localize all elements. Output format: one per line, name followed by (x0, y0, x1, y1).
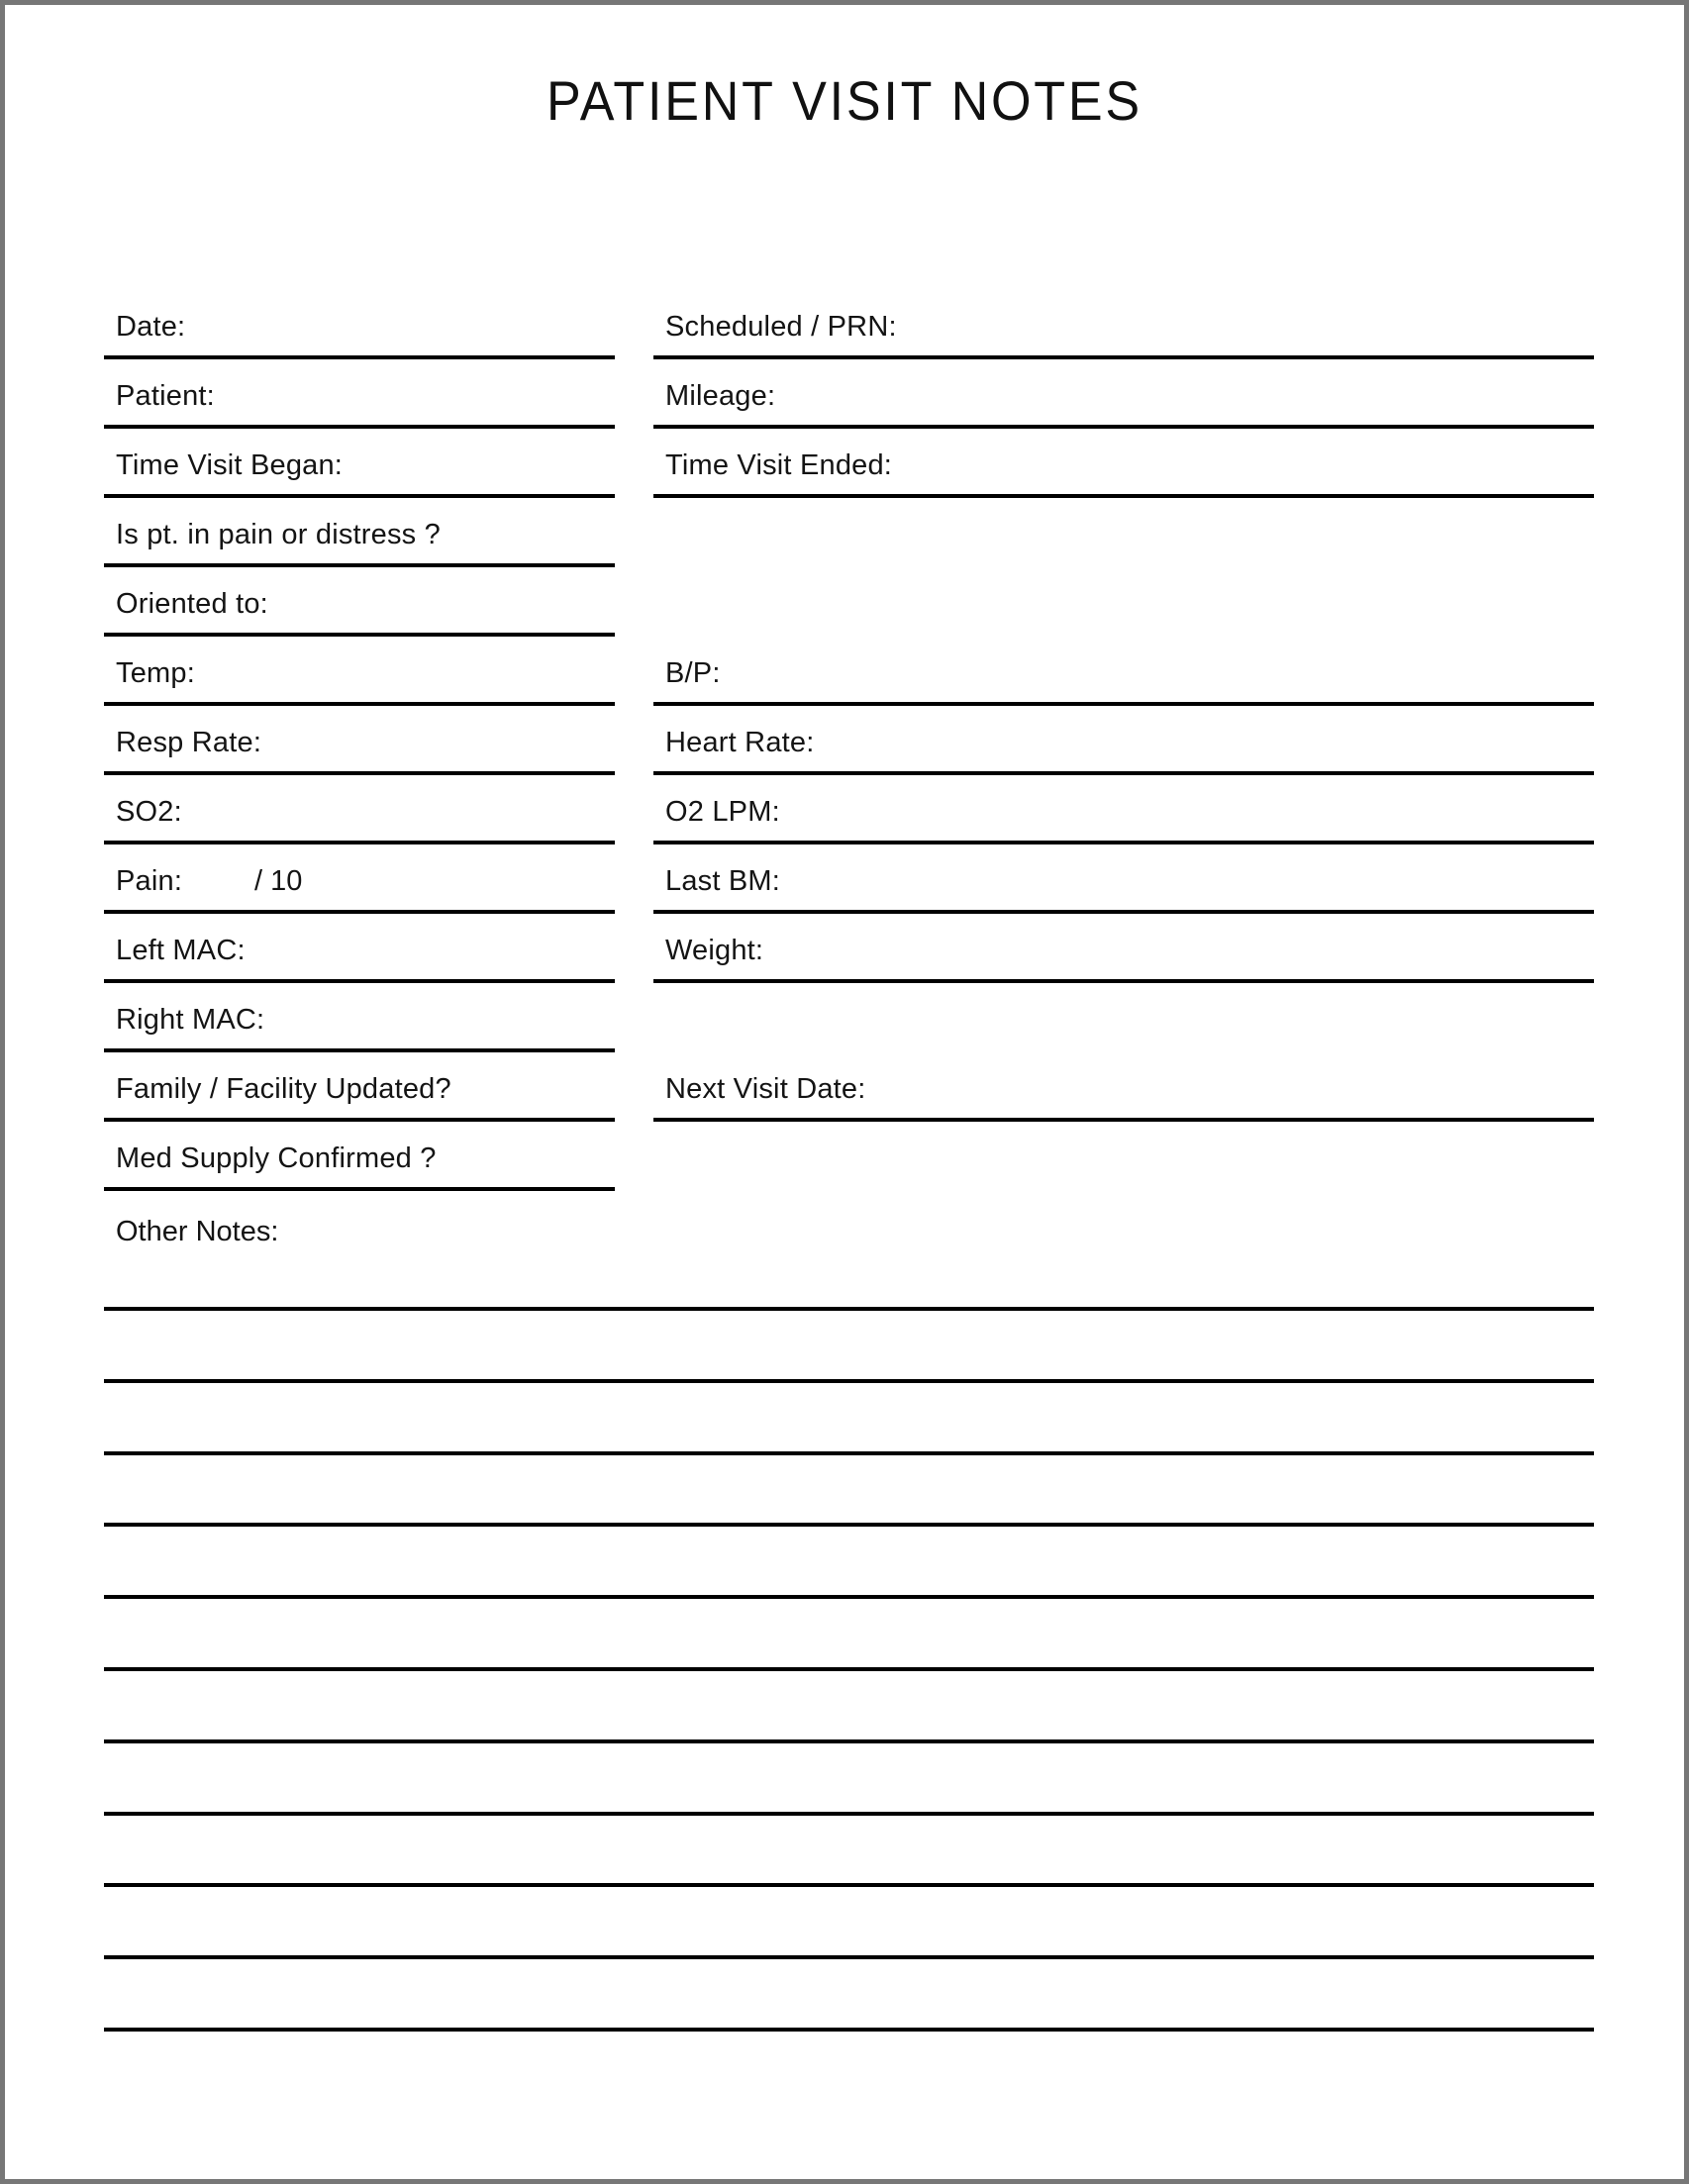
page-title: PATIENT VISIT NOTES (546, 69, 1143, 132)
field-label: Left MAC: (116, 935, 246, 966)
field-label: Heart Rate: (665, 727, 815, 758)
form-row (5, 429, 1684, 498)
other-notes-line[interactable] (104, 1812, 1594, 1816)
field-label: O2 LPM: (665, 796, 780, 828)
field-label: Mileage: (665, 380, 776, 412)
form-row (5, 1052, 1684, 1122)
field-label: Right MAC: (116, 1004, 265, 1036)
form-field-med-supply-confirmed[interactable] (104, 1122, 615, 1191)
field-label: Date: (116, 311, 186, 343)
form-field-heart-rate[interactable] (653, 706, 1594, 775)
form-field-patient[interactable] (104, 359, 615, 429)
field-label: Temp: (116, 657, 195, 689)
form-field-pain[interactable] (104, 844, 615, 914)
form-field-empty (653, 1122, 1594, 1191)
form-row (5, 1122, 1684, 1191)
other-notes-line[interactable] (104, 1307, 1594, 1311)
field-label: Pain: (116, 865, 183, 897)
form-field-is-pt-in-pain-or-distress[interactable] (104, 498, 615, 567)
form-field-family-facility-updated[interactable] (104, 1052, 615, 1122)
form-row (5, 983, 1684, 1052)
other-notes-line[interactable] (104, 1883, 1594, 1887)
form-field-empty (653, 983, 1594, 1052)
field-label: Patient: (116, 380, 215, 412)
field-label: Oriented to: (116, 588, 268, 620)
form-row (5, 914, 1684, 983)
form-field-so2[interactable] (104, 775, 615, 844)
field-label: Is pt. in pain or distress ? (116, 519, 441, 550)
form-field-temp[interactable] (104, 637, 615, 706)
form-row (5, 567, 1684, 637)
form-field-mileage[interactable] (653, 359, 1594, 429)
form-field-empty (653, 498, 1594, 567)
field-label: Weight: (665, 935, 764, 966)
other-notes-line[interactable] (104, 2028, 1594, 2032)
form-field-right-mac[interactable] (104, 983, 615, 1052)
field-write-line[interactable] (104, 1187, 615, 1191)
form-field-time-visit-began[interactable] (104, 429, 615, 498)
field-label: B/P: (665, 657, 721, 689)
form-field-resp-rate[interactable] (104, 706, 615, 775)
field-label: Med Supply Confirmed ? (116, 1142, 437, 1174)
form-field-time-visit-ended[interactable] (653, 429, 1594, 498)
form-row (5, 290, 1684, 359)
form-row (5, 498, 1684, 567)
form-row (5, 775, 1684, 844)
form-row (5, 359, 1684, 429)
field-label: Family / Facility Updated? (116, 1073, 451, 1105)
form-field-b-p[interactable] (653, 637, 1594, 706)
form-field-weight[interactable] (653, 914, 1594, 983)
field-label: SO2: (116, 796, 182, 828)
document-sheet (5, 5, 1684, 2179)
other-notes-line[interactable] (104, 1595, 1594, 1599)
form-field-next-visit-date[interactable] (653, 1052, 1594, 1122)
field-label: Resp Rate: (116, 727, 262, 758)
form-field-o2-lpm[interactable] (653, 775, 1594, 844)
form-field-last-bm[interactable] (653, 844, 1594, 914)
form-field-grid (5, 290, 1684, 1191)
other-notes-line[interactable] (104, 1667, 1594, 1671)
form-row (5, 706, 1684, 775)
form-field-scheduled-prn[interactable] (653, 290, 1594, 359)
form-field-date[interactable] (104, 290, 615, 359)
field-suffix: / 10 (254, 865, 303, 897)
other-notes-line[interactable] (104, 1739, 1594, 1743)
other-notes-line[interactable] (104, 1523, 1594, 1527)
form-field-left-mac[interactable] (104, 914, 615, 983)
form-row (5, 844, 1684, 914)
field-label: Time Visit Ended: (665, 449, 893, 481)
other-notes-line[interactable] (104, 1379, 1594, 1383)
field-label: Time Visit Began: (116, 449, 344, 481)
form-field-oriented-to[interactable] (104, 567, 615, 637)
other-notes-line[interactable] (104, 1451, 1594, 1455)
other-notes-label: Other Notes: (116, 1216, 279, 1247)
field-label: Next Visit Date: (665, 1073, 866, 1105)
form-row (5, 637, 1684, 706)
form-field-empty (653, 567, 1594, 637)
other-notes-line[interactable] (104, 1955, 1594, 1959)
field-label: Last BM: (665, 865, 781, 897)
field-label: Scheduled / PRN: (665, 311, 897, 343)
